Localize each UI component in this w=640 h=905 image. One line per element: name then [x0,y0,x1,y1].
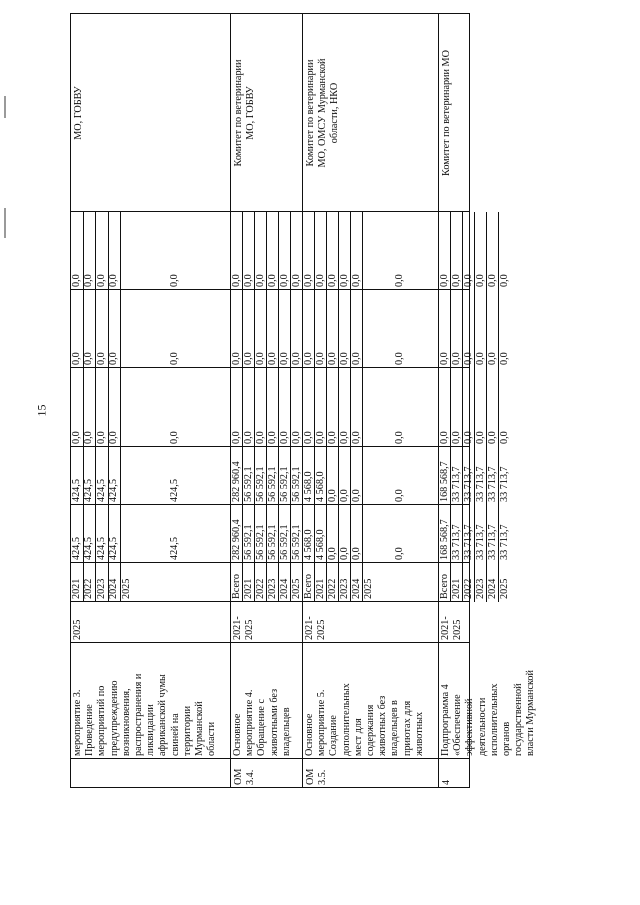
year-label: 2025 [498,578,510,599]
year-label: 2021 [70,578,82,599]
amount-c3: 0,0 [438,431,450,444]
amount-c4: 0,0 [498,352,510,365]
activity-name: Основное мероприятие 4. Обращение с животными без владельцев [232,688,292,756]
table-rule [70,367,470,368]
amount-c4: 0,0 [326,352,338,365]
year-label: 2022 [326,578,338,599]
year-label: Всего [302,574,314,599]
activity-period: 2021- 2025 [304,616,328,640]
amount-c3: 0,0 [266,431,278,444]
amount-c3: 0,0 [338,431,350,444]
year-label: 2021 [450,578,462,599]
activity-period: 2021- 2025 [440,616,464,640]
amount-c3: 0,0 [474,431,486,444]
year-label: 2023 [266,578,278,599]
activity-name: мероприятие 3. Проведение мероприятий по предупреждению возникновения, распространения и ликвидации африканской чумы свиней на территории Мурманской области [72,673,218,756]
amount-c5: 0,0 [242,274,254,287]
activity-code: ОМ 3.5. [305,768,329,785]
amount-total: 56 592,1 [278,524,290,560]
amount-c4: 0,0 [450,352,462,365]
amount-regional: 282 960,4 [230,461,242,502]
table-rule [70,642,470,643]
amount-c3: 0,0 [498,431,510,444]
activity-executor: Комитет по ветеринарии МО, ГОБВУ [233,59,257,167]
amount-c3: 0,0 [95,431,107,444]
amount-c4: 0,0 [314,352,326,365]
table-rule [70,601,470,602]
table-rule [70,504,470,505]
amount-regional: 33 713,7 [474,466,486,502]
table-rule [70,446,470,447]
table-rule [70,211,470,212]
year-label: 2023 [474,578,486,599]
activity-executor: МО, ГОБВУ [73,86,84,140]
year-label: 2025 [120,578,132,599]
activity-code [73,761,229,785]
activity-code: 4 [441,779,452,785]
activity-name: Основное мероприятие 5. Создание дополнительных мест для содержания животных без владельцев в приютах для животных [304,683,425,756]
amount-c5: 0,0 [326,274,338,287]
amount-total: 33 713,7 [450,524,462,560]
year-label: Всего [438,574,450,599]
amount-c4: 0,0 [486,352,498,365]
year-label: 2022 [254,578,266,599]
amount-total: 56 592,1 [266,524,278,560]
amount-regional: 424,5 [83,479,95,502]
activity-name: Подпрограмма 4 «Обеспечение эффективной деятельности исполнительных органов государственной власти Мурманской [440,670,537,756]
amount-c5: 0,0 [290,274,302,287]
amount-c5: 0,0 [70,274,82,287]
amount-regional: 33 713,7 [450,466,462,502]
year-label: 2021 [242,578,254,599]
amount-regional: 168 568,7 [438,461,450,502]
table-rule [70,758,470,759]
amount-c4: 0,0 [108,352,120,365]
amount-total: 424,5 [83,537,95,560]
amount-total: 0,0 [394,547,405,560]
amount-c3: 0,0 [230,431,242,444]
amount-c4: 0,0 [242,352,254,365]
amount-c3: 0,0 [486,431,498,444]
amount-regional: 56 592,1 [290,466,302,502]
amount-regional: 0,0 [350,489,362,502]
activity-executor: Комитет по ветеринарии МО [441,50,452,176]
amount-total: 0,0 [338,547,350,560]
amount-c5: 0,0 [254,274,266,287]
amount-total: 56 592,1 [254,524,266,560]
amount-c3: 0,0 [70,431,82,444]
year-label: 2022 [462,578,474,599]
amount-c3: 0,0 [278,431,290,444]
year-label: 2022 [83,578,95,599]
amount-regional: 33 713,7 [498,466,510,502]
amount-regional: 0,0 [338,489,350,502]
amount-regional: 56 592,1 [242,466,254,502]
amount-c4: 0,0 [462,352,474,365]
amount-c3: 0,0 [290,431,302,444]
amount-total: 33 713,7 [498,524,510,560]
amount-c3: 0,0 [326,431,338,444]
amount-c5: 0,0 [394,274,405,287]
amount-c4: 0,0 [302,352,314,365]
amount-c4: 0,0 [474,352,486,365]
amount-total: 0,0 [326,547,338,560]
amount-c5: 0,0 [350,274,362,287]
amount-c5: 0,0 [230,274,242,287]
amount-regional: 56 592,1 [278,466,290,502]
year-label: 2025 [362,578,374,599]
amount-c3: 0,0 [169,431,181,444]
amount-regional: 4 568,0 [302,471,314,502]
amount-total: 282 960,4 [230,519,242,560]
scan-edge-mark [4,208,6,238]
table-rule [70,787,470,788]
amount-c4: 0,0 [70,352,82,365]
amount-regional: 56 592,1 [254,466,266,502]
year-label: 2023 [338,578,350,599]
year-label: 2024 [278,578,290,599]
table-rule [70,289,470,290]
amount-total: 168 568,7 [438,519,450,560]
amount-c4: 0,0 [95,352,107,365]
amount-c4: 0,0 [266,352,278,365]
year-label: 2024 [486,578,498,599]
activity-code: ОМ 3.4. [233,768,257,785]
year-label: 2021 [314,578,326,599]
amount-total: 56 592,1 [290,524,302,560]
amount-regional: 33 713,7 [462,466,474,502]
amount-c5: 0,0 [95,274,107,287]
amount-regional: 0,0 [326,489,338,502]
amount-c3: 0,0 [302,431,314,444]
amount-regional: 424,5 [70,479,82,502]
year-label: 2025 [290,578,302,599]
amount-total: 424,5 [70,537,82,560]
amount-c3: 0,0 [314,431,326,444]
amount-c4: 0,0 [338,352,350,365]
amount-regional: 4 568,0 [314,471,326,502]
amount-total: 4 568,0 [302,529,314,560]
page-number: 15 [34,404,49,417]
amount-regional: 424,5 [169,479,181,502]
rotated-table-frame [70,13,537,788]
amount-c4: 0,0 [254,352,266,365]
amount-regional: 56 592,1 [266,466,278,502]
activity-executor: Комитет по ветеринарии МО, ОМСУ Мурманской области, НКО [305,58,341,168]
amount-c5: 0,0 [438,274,450,287]
amount-c4: 0,0 [83,352,95,365]
amount-c5: 0,0 [302,274,314,287]
amount-total: 56 592,1 [242,524,254,560]
amount-regional: 33 713,7 [486,466,498,502]
amount-c5: 0,0 [450,274,462,287]
amount-regional: 0,0 [394,489,405,502]
amount-total: 424,5 [108,537,120,560]
amount-c3: 0,0 [350,431,362,444]
table-rule [120,212,121,602]
amount-c4: 0,0 [394,352,405,365]
amount-c5: 0,0 [314,274,326,287]
year-label: 2023 [95,578,107,599]
amount-c3: 0,0 [108,431,120,444]
amount-c4: 0,0 [230,352,242,365]
amount-c4: 0,0 [438,352,450,365]
amount-c5: 0,0 [169,274,181,287]
scan-edge-mark [4,96,6,118]
amount-c3: 0,0 [242,431,254,444]
year-label: 2024 [108,578,120,599]
year-label: Всего [230,574,242,599]
activity-period: 2021- 2025 [232,616,256,640]
amount-c3: 0,0 [83,431,95,444]
activity-period: 2025 [72,619,83,640]
amount-c4: 0,0 [169,352,181,365]
amount-c5: 0,0 [266,274,278,287]
amount-c3: 0,0 [394,431,405,444]
table-rule [70,13,470,14]
amount-total: 4 568,0 [314,529,326,560]
amount-total: 424,5 [95,537,107,560]
amount-c4: 0,0 [290,352,302,365]
amount-total: 33 713,7 [474,524,486,560]
year-label: 2024 [350,578,362,599]
program-activities-table [70,13,537,788]
amount-c5: 0,0 [498,274,510,287]
amount-regional: 424,5 [108,479,120,502]
amount-c5: 0,0 [474,274,486,287]
amount-c4: 0,0 [350,352,362,365]
amount-c5: 0,0 [278,274,290,287]
amount-c3: 0,0 [254,431,266,444]
amount-c3: 0,0 [462,431,474,444]
amount-total: 0,0 [350,547,362,560]
amount-total: 33 713,7 [462,524,474,560]
amount-total: 424,5 [169,537,181,560]
amount-c4: 0,0 [278,352,290,365]
amount-c5: 0,0 [83,274,95,287]
amount-c5: 0,0 [108,274,120,287]
amount-c5: 0,0 [338,274,350,287]
amount-c5: 0,0 [486,274,498,287]
amount-total: 33 713,7 [486,524,498,560]
amount-c5: 0,0 [462,274,474,287]
amount-c3: 0,0 [450,431,462,444]
amount-regional: 424,5 [95,479,107,502]
